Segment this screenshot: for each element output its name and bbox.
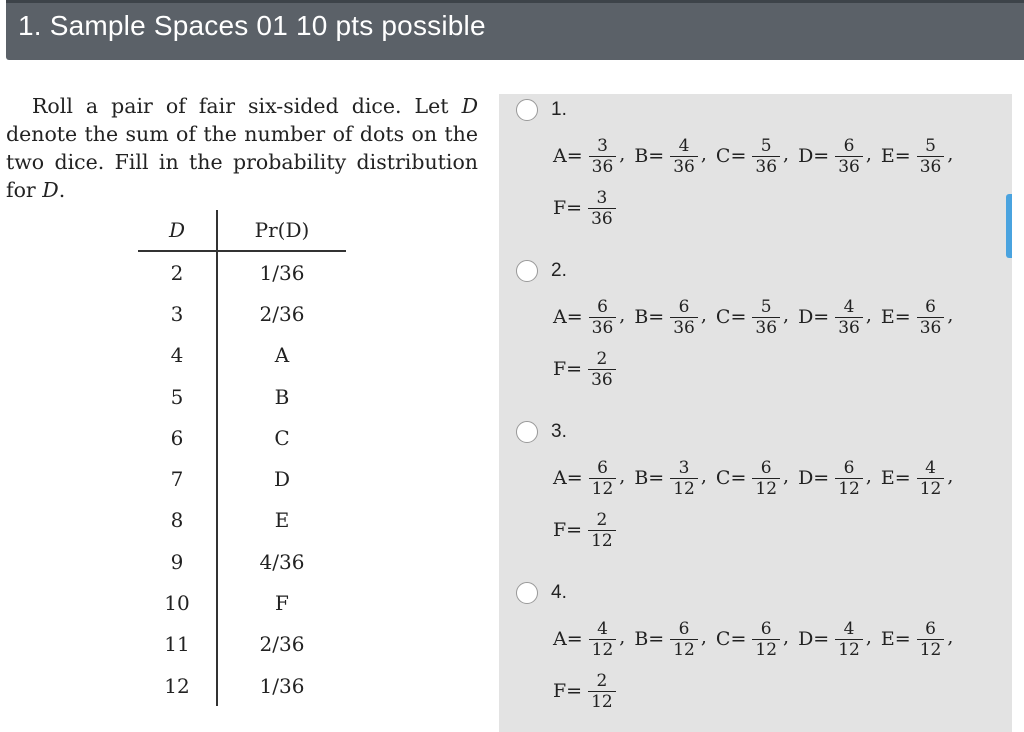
numerator: 2 xyxy=(596,509,608,530)
numerator: 5 xyxy=(760,296,772,317)
numerator: 2 xyxy=(596,670,608,691)
fraction xyxy=(752,458,780,499)
table-row xyxy=(138,335,346,376)
table-row xyxy=(138,541,346,582)
cell-pr: 2/36 xyxy=(259,632,305,657)
answer-option-2[interactable] xyxy=(499,258,1012,408)
fraction xyxy=(670,619,698,660)
cell-d: 12 xyxy=(138,665,217,706)
fraction xyxy=(670,136,698,177)
cell-d: 11 xyxy=(138,624,217,665)
value-term: E= $\frac{6}{36}$ , xyxy=(880,296,954,338)
fraction xyxy=(670,458,698,499)
answer-option-1[interactable] xyxy=(499,97,1012,247)
value-term: B= $\frac{3}{12}$ , xyxy=(634,457,707,499)
numerator: 5 xyxy=(760,135,772,156)
numerator: 6 xyxy=(597,296,608,317)
fraction xyxy=(589,297,617,338)
numerator: 6 xyxy=(597,457,608,478)
numerator: 6 xyxy=(925,296,936,317)
cell-pr: C xyxy=(274,425,290,450)
question-title: 1. Sample Spaces 01 10 pts possible xyxy=(18,10,486,41)
cell-d: 6 xyxy=(138,417,217,458)
value-term: A= $\frac{3}{36}$ , xyxy=(553,135,626,177)
cell-pr: 2/36 xyxy=(259,301,305,326)
cell-d: 7 xyxy=(138,458,217,499)
denominator: 12 xyxy=(917,639,945,660)
fraction xyxy=(917,458,945,499)
option-number: 2. xyxy=(551,260,567,281)
cell-d: 4 xyxy=(138,335,217,376)
option-f-row xyxy=(553,179,627,237)
answer-options-panel xyxy=(499,94,1012,732)
answer-option-4[interactable] xyxy=(499,580,1012,730)
option-number: 4. xyxy=(551,582,567,603)
table-header-row xyxy=(138,210,346,251)
radio-button[interactable] xyxy=(516,582,538,604)
probability-distribution-table xyxy=(138,210,346,706)
radio-button[interactable] xyxy=(516,99,538,121)
option-values-row xyxy=(553,288,962,346)
value-label: D= xyxy=(798,467,830,489)
table-row xyxy=(138,458,346,499)
option-values-row xyxy=(553,610,962,668)
table-row xyxy=(138,251,346,293)
value-label: A= xyxy=(553,145,583,167)
header-d: D xyxy=(138,210,217,251)
value-term xyxy=(553,349,618,390)
denominator: 36 xyxy=(752,156,780,177)
cell-pr: 1/36 xyxy=(259,673,305,698)
cell-d: 3 xyxy=(138,293,217,334)
value-label: B= xyxy=(634,145,665,167)
option-values-row xyxy=(553,127,962,185)
denominator: 12 xyxy=(835,478,863,499)
fraction xyxy=(917,297,945,338)
denominator: 36 xyxy=(917,317,945,338)
option-f-row xyxy=(553,662,627,720)
fraction xyxy=(835,619,863,660)
fraction xyxy=(670,297,698,338)
problem-text-1: Roll a pair of fair six-sided dice. Let xyxy=(32,94,462,118)
numerator: 6 xyxy=(843,135,855,156)
option-f-row xyxy=(553,340,627,398)
numerator: 3 xyxy=(596,187,608,208)
value-label: F= xyxy=(553,197,583,219)
denominator: 12 xyxy=(588,691,616,712)
table-row xyxy=(138,376,346,417)
numerator: 5 xyxy=(925,135,936,156)
value-label: E= xyxy=(880,467,911,489)
question-header xyxy=(6,0,1024,60)
numerator: 4 xyxy=(925,457,936,478)
denominator: 36 xyxy=(670,156,698,177)
fraction xyxy=(589,458,617,499)
table-row xyxy=(138,417,346,458)
radio-button[interactable] xyxy=(516,421,538,443)
value-label: F= xyxy=(553,358,583,380)
value-label: E= xyxy=(880,628,911,650)
fraction xyxy=(835,297,863,338)
fraction xyxy=(589,136,617,177)
denominator: 36 xyxy=(588,369,616,390)
value-term: C= $\frac{6}{12}$ , xyxy=(715,457,790,499)
cell-d: 8 xyxy=(138,500,217,541)
fraction xyxy=(589,619,617,660)
denominator: 12 xyxy=(589,639,617,660)
problem-var-d: D xyxy=(461,94,478,118)
cell-pr: F xyxy=(275,591,289,616)
value-term: A= $\frac{6}{12}$ , xyxy=(553,457,626,499)
cell-pr: D xyxy=(273,467,291,492)
fraction xyxy=(588,349,616,390)
table-row xyxy=(138,624,346,665)
cell-pr: B xyxy=(274,384,290,409)
value-label: B= xyxy=(634,467,665,489)
cell-d: 2 xyxy=(138,251,217,293)
value-term: C= $\frac{5}{36}$ , xyxy=(715,135,790,177)
numerator: 6 xyxy=(760,457,772,478)
fraction xyxy=(588,188,616,229)
numerator: 3 xyxy=(597,135,608,156)
value-term: B= $\frac{6}{12}$ , xyxy=(634,618,707,660)
denominator: 12 xyxy=(917,478,945,499)
fraction xyxy=(752,619,780,660)
value-term: E= $\frac{6}{12}$ , xyxy=(880,618,954,660)
value-label: A= xyxy=(553,306,583,328)
cell-d: 10 xyxy=(138,582,217,623)
denominator: 12 xyxy=(752,639,780,660)
value-label: B= xyxy=(634,306,665,328)
value-term: B= $\frac{4}{36}$ , xyxy=(634,135,707,177)
denominator: 12 xyxy=(589,478,617,499)
problem-var-d-2: D xyxy=(42,178,59,202)
value-label: C= xyxy=(715,628,747,650)
value-term: D= $\frac{6}{36}$ , xyxy=(798,135,872,177)
cell-d: 9 xyxy=(138,541,217,582)
cell-pr: 4/36 xyxy=(259,549,305,574)
cell-pr: A xyxy=(274,343,290,368)
numerator: 6 xyxy=(925,618,936,639)
numerator: 3 xyxy=(678,457,690,478)
option-values-row xyxy=(553,449,962,507)
fraction xyxy=(588,510,616,551)
value-term: D= $\frac{4}{12}$ , xyxy=(798,618,872,660)
value-term xyxy=(553,188,618,229)
radio-button[interactable] xyxy=(516,260,538,282)
denominator: 36 xyxy=(835,317,863,338)
value-label: A= xyxy=(553,628,583,650)
numerator: 4 xyxy=(843,618,855,639)
option-number: 3. xyxy=(551,421,567,442)
value-term: D= $\frac{6}{12}$ , xyxy=(798,457,872,499)
value-label: D= xyxy=(798,306,830,328)
scroll-indicator[interactable] xyxy=(1006,194,1012,258)
header-pr-d: Pr(D) xyxy=(217,210,346,251)
table-row xyxy=(138,582,346,623)
fraction xyxy=(835,136,863,177)
fraction xyxy=(588,671,616,712)
cell-pr: E xyxy=(274,508,290,533)
value-term: A= $\frac{6}{36}$ , xyxy=(553,296,626,338)
value-term: E= $\frac{5}{36}$ , xyxy=(880,135,954,177)
numerator: 4 xyxy=(843,296,855,317)
denominator: 36 xyxy=(589,156,617,177)
denominator: 36 xyxy=(588,208,616,229)
value-label: D= xyxy=(798,628,830,650)
value-label: C= xyxy=(715,467,747,489)
cell-d: 5 xyxy=(138,376,217,417)
answer-option-3[interactable] xyxy=(499,419,1012,569)
problem-text-2: denote the sum of the number of dots on the two dice. Fill in the probability distribution for xyxy=(6,122,478,202)
value-label: B= xyxy=(634,628,665,650)
value-term: E= $\frac{4}{12}$ , xyxy=(880,457,954,499)
fraction xyxy=(752,297,780,338)
value-label: E= xyxy=(880,306,911,328)
value-term: A= $\frac{4}{12}$ , xyxy=(553,618,626,660)
option-number: 1. xyxy=(551,99,567,120)
value-label: E= xyxy=(880,145,911,167)
value-label: A= xyxy=(553,467,583,489)
denominator: 36 xyxy=(589,317,617,338)
numerator: 2 xyxy=(596,348,608,369)
fraction xyxy=(752,136,780,177)
denominator: 36 xyxy=(835,156,863,177)
table-row xyxy=(138,665,346,706)
numerator: 4 xyxy=(678,135,690,156)
numerator: 6 xyxy=(678,618,690,639)
numerator: 6 xyxy=(678,296,690,317)
numerator: 6 xyxy=(760,618,772,639)
value-term: D= $\frac{4}{36}$ , xyxy=(798,296,872,338)
denominator: 12 xyxy=(588,530,616,551)
denominator: 12 xyxy=(670,639,698,660)
value-label: C= xyxy=(715,306,747,328)
value-label: C= xyxy=(715,145,747,167)
cell-pr: 1/36 xyxy=(259,260,305,285)
fraction xyxy=(835,458,863,499)
denominator: 36 xyxy=(752,317,780,338)
option-f-row xyxy=(553,501,627,559)
problem-text-3: . xyxy=(58,178,66,202)
table-row xyxy=(138,293,346,334)
value-term: C= $\frac{5}{36}$ , xyxy=(715,296,790,338)
value-term xyxy=(553,671,618,712)
table-row xyxy=(138,500,346,541)
value-term: B= $\frac{6}{36}$ , xyxy=(634,296,707,338)
fraction xyxy=(917,619,945,660)
value-label: F= xyxy=(553,680,583,702)
denominator: 12 xyxy=(835,639,863,660)
fraction xyxy=(917,136,945,177)
denominator: 12 xyxy=(670,478,698,499)
value-term xyxy=(553,510,618,551)
denominator: 36 xyxy=(670,317,698,338)
numerator: 6 xyxy=(843,457,855,478)
value-label: D= xyxy=(798,145,830,167)
numerator: 4 xyxy=(597,618,608,639)
value-label: F= xyxy=(553,519,583,541)
problem-statement xyxy=(6,92,478,204)
value-term: C= $\frac{6}{12}$ , xyxy=(715,618,790,660)
denominator: 12 xyxy=(752,478,780,499)
denominator: 36 xyxy=(917,156,945,177)
